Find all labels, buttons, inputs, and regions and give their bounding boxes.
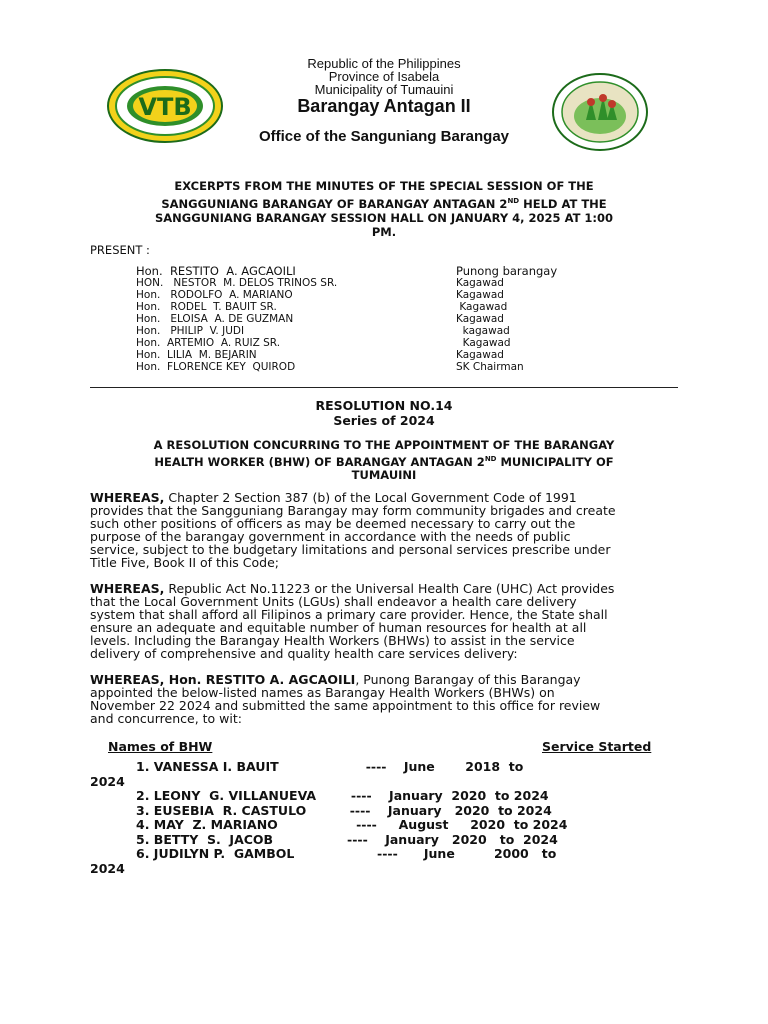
attendee-name: Hon. FLORENCE KEY QUIROD xyxy=(136,361,296,373)
header-republic: Republic of the Philippines xyxy=(307,56,461,71)
whereas-3 xyxy=(90,673,678,725)
whereas-2-line-5: levels. Including the Barangay Health Workers (BHWs) to assist in the service xyxy=(90,633,575,648)
attendee-position: Kagawad xyxy=(456,337,511,349)
resolution-title-line-3: TUMAUINI xyxy=(351,467,417,482)
resolution-heading xyxy=(0,398,768,428)
bhw-row: 1. VANESSA I. BAUIT ---- June 2018 to xyxy=(136,759,524,774)
resolution-title-sup: ND xyxy=(484,454,497,463)
excerpt-line-2b: HELD AT THE xyxy=(519,196,607,211)
barangay-name: Barangay Antagan II xyxy=(297,96,471,116)
attendee-position: SK Chairman xyxy=(456,361,524,373)
excerpt-line-3: SANGGUNIANG BARANGAY SESSION HALL ON JANUARY 4, 2025 AT 1:00 xyxy=(154,210,614,225)
bhw-row: 4. MAY Z. MARIANO ---- August 2020 to 2024 xyxy=(136,817,568,832)
whereas-1-lead: WHEREAS, xyxy=(90,490,165,505)
attendee-name: HON. NESTOR M. DELOS TRINOS SR. xyxy=(136,277,338,289)
whereas-3-lead: WHEREAS, Hon. RESTITO A. AGCAOILI xyxy=(90,672,356,687)
attendee-position: Kagawad xyxy=(456,349,504,361)
bhw-row: 2. LEONY G. VILLANUEVA ---- January 2020 to 2024 xyxy=(136,788,549,803)
whereas-3-line-3: November 22 2024 and submitted the same appointment to this office for review xyxy=(90,698,601,713)
bhw-row: 5. BETTY S. JACOB ---- January 2020 to 2024 xyxy=(136,831,558,847)
attendee-position: kagawad xyxy=(456,325,510,337)
attendee-position: Punong barangay xyxy=(456,264,558,278)
attendee-name: Hon. RODEL T. BAUIT SR. xyxy=(136,301,277,313)
present-label: PRESENT : xyxy=(90,243,150,257)
whereas-3-text-1: , Punong Barangay of this Barangay xyxy=(355,672,581,687)
whereas-1-line-4: purpose of the barangay government in accordance with the needs of public xyxy=(90,529,571,544)
whereas-2-lead: WHEREAS, xyxy=(90,581,165,596)
bhw-service-header: Service Started xyxy=(542,739,652,754)
resolution-title-line-1: A RESOLUTION CONCURRING TO THE APPOINTMENT OF THE BARANGAY xyxy=(153,438,615,452)
attendee-name: Hon. LILIA M. BEJARIN xyxy=(136,349,257,361)
attendee-name: Hon. RESTITO A. AGCAOILI xyxy=(136,264,296,278)
resolution-title xyxy=(90,439,678,482)
whereas-1 xyxy=(90,491,678,569)
bhw-row-wrap: 2024 xyxy=(90,860,125,876)
whereas-2-line-2: that the Local Government Units (LGUs) shall endeavor a health care delivery xyxy=(90,594,577,609)
resolution-title-2a: HEALTH WORKER (BHW) OF BARANGAY ANTAGAN 2 xyxy=(154,454,485,469)
resolution-series: Series of 2024 xyxy=(333,413,435,428)
whereas-3-line-4: and concurrence, to wit: xyxy=(90,711,242,726)
office-name: Office of the Sanguniang Barangay xyxy=(258,128,510,145)
attendee-position: Kagawad xyxy=(456,313,504,325)
resolution-title-line-2 xyxy=(90,453,678,469)
bhw-row-wrap: 2024 xyxy=(90,773,125,789)
whereas-2-line-6: delivery of comprehensive and quality health care services delivery: xyxy=(90,646,518,661)
whereas-1-line-2: provides that the Sangguniang Barangay may form community brigades and create xyxy=(90,503,616,518)
whereas-3-line-2: appointed the below-listed names as Barangay Health Workers (BHWs) on xyxy=(90,685,555,700)
excerpt-line-2 xyxy=(90,194,678,211)
excerpt-heading xyxy=(90,179,678,240)
whereas-1-text-1: Chapter 2 Section 387 (b) of the Local Government Code of 1991 xyxy=(164,490,577,505)
divider xyxy=(90,387,678,388)
attendee-name: Hon. ELOISA A. DE GUZMAN xyxy=(136,313,294,325)
whereas-1-line-5: service, subject to the budgetary limitations and personal services prescribe under xyxy=(90,542,611,557)
bhw-names-header: Names of BHW xyxy=(108,739,213,754)
attendee-position: Kagawad xyxy=(456,301,508,313)
whereas-1-line-3: such other positions of officers as may be deemed necessary to carry out the xyxy=(90,516,576,531)
attendee-name: Hon. ARTEMIO A. RUIZ SR. xyxy=(136,337,281,349)
whereas-2-text-1: Republic Act No.11223 or the Universal Health Care (UHC) Act provides xyxy=(164,581,615,596)
whereas-2-line-4: ensure an adequate and equitable number of human resources for health at all xyxy=(90,620,587,635)
header-province: Province of Isabela xyxy=(328,69,440,84)
whereas-2-line-3: system that shall afford all Filipinos a primary care provider. Hence, the State shall xyxy=(90,607,608,622)
excerpt-line-4: PM. xyxy=(371,225,397,240)
resolution-title-2b: MUNICIPALITY OF xyxy=(496,454,614,469)
attendee-name: Hon. RODOLFO A. MARIANO xyxy=(136,289,293,301)
excerpt-sup: ND xyxy=(507,196,520,205)
attendee-name: Hon. PHILIP V. JUDI xyxy=(136,325,245,337)
bhw-row: 3. EUSEBIA R. CASTULO ---- January 2020 to 2024 xyxy=(136,802,552,818)
vtb-initials: VTB xyxy=(138,93,192,121)
attendee-position: Kagawad xyxy=(456,289,504,301)
whereas-1-line-6: Title Five, Book II of this Code; xyxy=(90,555,279,570)
whereas-2 xyxy=(90,582,678,660)
attendee-position: Kagawad xyxy=(456,277,504,289)
header-municipality: Municipality of Tumauini xyxy=(314,82,454,97)
excerpt-line-2a: SANGGUNIANG BARANGAY OF BARANGAY ANTAGAN 2 xyxy=(161,196,508,211)
excerpt-line-1: EXCERPTS FROM THE MINUTES OF THE SPECIAL SESSION OF THE xyxy=(174,179,594,193)
resolution-number: RESOLUTION NO.14 xyxy=(315,398,453,413)
bhw-row: 6. JUDILYN P. GAMBOL ---- June 2000 to xyxy=(136,846,557,861)
